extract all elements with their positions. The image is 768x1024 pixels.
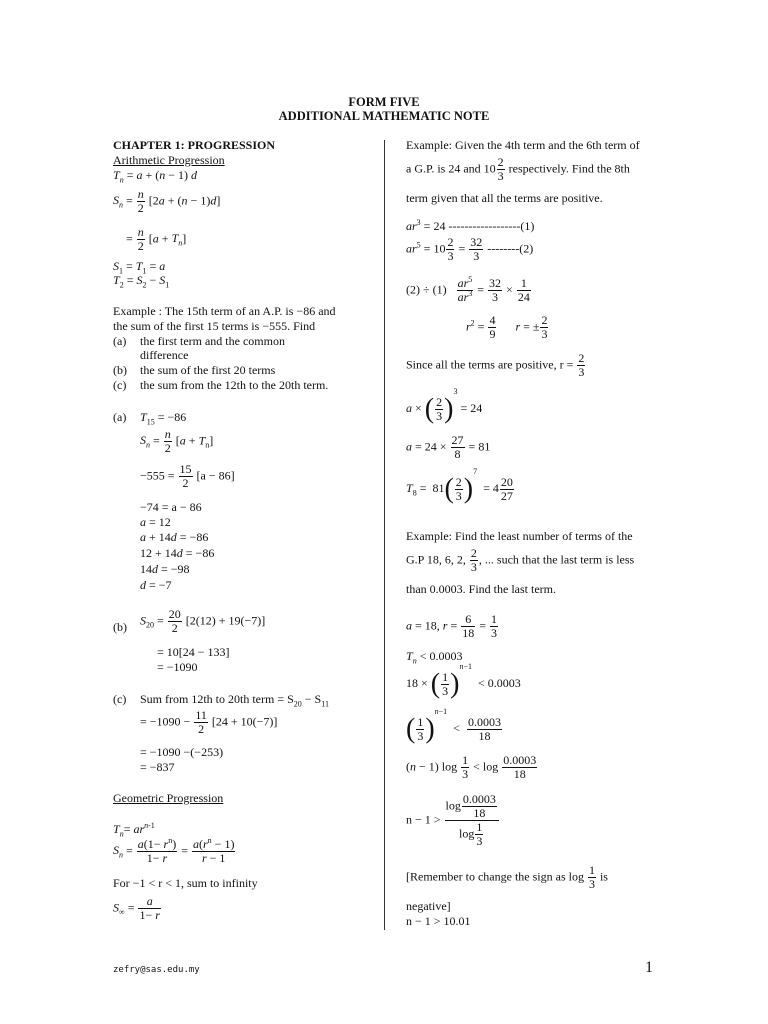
formula-s1: $S_1 = T_1 = a$	[113, 259, 166, 276]
sol-c-text: Sum from 12th to 20th term = S	[140, 692, 294, 706]
eq-ineq-1: 18 × ( $\frac{1}{3}$ )$^{n-1}$ < 0.0003	[406, 662, 521, 700]
page-subtitle: ADDITIONAL MATHEMATIC NOTE	[278, 109, 490, 123]
sol-b-step-3: = −1090	[157, 660, 198, 674]
formula-tn: $T_n = a + (n - 1)$ d	[113, 168, 197, 185]
formula-sn: $S_n$ = $\frac{n}{2}$ [2a + (n − 1)d]	[113, 187, 221, 215]
divide-label: (2) ÷ (1)	[406, 282, 447, 297]
chapter-heading: CHAPTER 1: PROGRESSION	[113, 138, 276, 152]
last-line: n − 1 > 10.01	[406, 914, 471, 928]
sol-c-step-1: Sum from 12th to 20th term = $S_{20} - S_{11}$	[140, 692, 329, 709]
gp-formula-tn: $T_n= ar^{n-1}$	[113, 821, 155, 839]
eq-ar: a = 18, r = $\frac{6}{18}$ = $\frac{1}{3}$	[406, 612, 498, 640]
example-1-line-1: Example : The 15th term of an A.P. is −86 and	[113, 304, 336, 318]
eq-a-value: a = 24 × $\frac{27}{8}$ = 81	[406, 433, 491, 461]
sol-a-step-3: −555 = $\frac{15}{2}$ [a − 86]	[140, 462, 235, 490]
remember-b: is	[599, 869, 608, 884]
ex3-line-2: G.P 18, 6, 2, $\frac{2}{3}$ , ... such that the last term is less	[406, 546, 635, 574]
formula-sn-alt: = $\frac{n}{2}$ $[a + T_n]$	[126, 225, 187, 253]
ap-heading: Arithmetic Progression	[113, 153, 225, 167]
ex3-line-1: Example: Find the least number of terms of the	[406, 529, 633, 543]
eq-log: (n − 1) log $\frac{1}{3}$ < log $\frac{0.0003}{18}$	[406, 753, 537, 781]
eq-n-bound: n − 1 > log $\frac{0.0003}{18}$ log $\frac{1}{3}$	[406, 793, 500, 848]
ex2-line-2a: a G.P. is 24 and 10	[406, 161, 496, 176]
ex2-line-1: Example: Given the 4th term and the 6th term of	[406, 138, 640, 152]
sol-b-label: (b)	[113, 620, 127, 634]
part-a-text: the first term and the common	[140, 334, 285, 348]
part-c-label: (c)	[113, 378, 127, 392]
formula-t2: $T_2 = S_2 - S_1$	[113, 273, 170, 290]
ex2-line-3: term given that all the terms are positive.	[406, 191, 603, 205]
ex3-line-2a: G.P 18, 6, 2,	[406, 552, 466, 567]
eq-divide: (2) ÷ (1) $\frac{ar^5}{ar^3}$ = $\frac{32}{3}$ × $\frac{1}{24}$	[406, 275, 530, 304]
sol-a-label: (a)	[113, 410, 127, 424]
eq-tn-ineq: $T_n < 0.0003$	[406, 649, 463, 666]
sol-c-label: (c)	[113, 692, 127, 706]
sol-a-step-1: $T_{15} = -86$	[140, 410, 187, 427]
ex2-line-2: a G.P. is 24 and 10 $\frac{2}{3}$ respectively. Find the 8th	[406, 155, 630, 183]
part-b-text: the sum of the first 20 terms	[140, 363, 276, 377]
column-divider	[384, 140, 385, 930]
sol-b-step-1: $S_{20}$ = $\frac{20}{2}$ [2(12) + 19(−7)]	[140, 607, 266, 635]
sol-c-step-4: = −837	[140, 760, 175, 774]
eq-2-label: --------(2)	[487, 241, 534, 256]
remember-line: [Remember to change the sign as log $\frac{1}{3}$ is	[406, 863, 608, 891]
remember-c: negative]	[406, 899, 451, 913]
since-line: Since all the terms are positive, r = $\frac{2}{3}$	[406, 351, 585, 379]
remember-a: [Remember to change the sign as log	[406, 869, 584, 884]
eq-a-cube: a × ( $\frac{2}{3}$ )$^3$ = 24	[406, 387, 483, 425]
sol-a-step-5: a = 12	[140, 515, 171, 529]
sol-a-step-4: −74 = a − 86	[140, 500, 202, 514]
page-number: 1	[645, 959, 653, 976]
sol-a-step-2: $S_n$ = $\frac{n}{2}$ $[a + T_n]$	[140, 427, 214, 455]
gp-formula-sn: $S_n$ = $\frac{a(1- r^n)}{1- r}$ = $\frac{a(r^n - 1)}{r - 1}$	[113, 836, 235, 865]
sol-b-step-2: = 10[24 − 133]	[157, 645, 230, 659]
eq-1: $ar^3 = 24$ ------------------(1)	[406, 218, 535, 233]
sol-c-step-2: = −1090 − $\frac{11}{2}$ [24 + 10(−7)]	[140, 708, 278, 736]
ex2-line-2b: respectively. Find the 8th	[508, 161, 630, 176]
ex3-line-3: than 0.0003. Find the last term.	[406, 582, 556, 596]
eq-r: $r^2$ = $\frac{4}{9}$ r = ± $\frac{2}{3}$	[466, 313, 548, 341]
page-title: FORM FIVE	[348, 95, 420, 109]
eq-2: $ar^5 = 10$ $\frac{2}{3}$ = $\frac{32}{3}$ --------(2)	[406, 235, 534, 263]
gp-heading: Geometric Progression	[113, 791, 224, 805]
sol-a-step-8: 14d = −98	[140, 562, 190, 576]
sol-a-step-6: a + 14d = −86	[140, 530, 209, 544]
eq-t8: $T_8 = 81$( $\frac{2}{3}$ )$^7$ = 4 $\frac{20}{27}$	[406, 467, 513, 505]
part-b-label: (b)	[113, 363, 127, 377]
infinity-text: For −1 < r < 1, sum to infinity	[113, 876, 258, 890]
example-1-line-2: the sum of the first 15 terms is −555. Find	[113, 319, 316, 333]
part-c-text: the sum from the 12th to the 20th term.	[140, 378, 329, 392]
sol-a-step-7: 12 + 14d = −86	[140, 546, 215, 560]
gp-formula-sinf: $S_\infty$ = $\frac{a}{1- r}$	[113, 894, 160, 922]
since-text: Since all the terms are positive, r =	[406, 357, 574, 372]
eq-ineq-2: ( $\frac{1}{3}$ )$^{n-1}$ < $\frac{0.0003}{18}$	[406, 707, 501, 745]
eq-1-label: ------------------(1)	[448, 219, 535, 233]
sol-c-step-3: = −1090 −(−253)	[140, 745, 224, 759]
footer-email: zefry@sas.edu.my	[113, 965, 200, 975]
part-a-text-2: difference	[140, 348, 189, 362]
ex3-line-2b: , ... such that the last term is less	[478, 552, 635, 567]
sol-a-step-9: d = −7	[140, 578, 172, 592]
part-a-label: (a)	[113, 334, 127, 348]
